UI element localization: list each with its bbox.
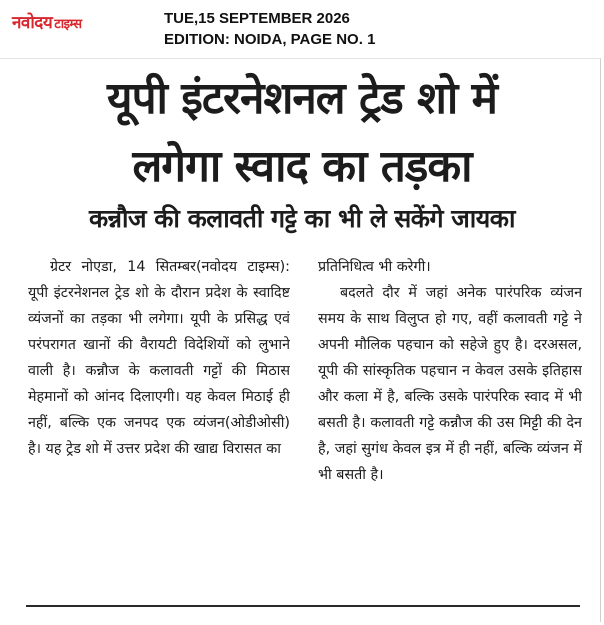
paragraph: बदलते दौर में जहां अनेक पारंपरिक व्यंजन समय के साथ विलुप्त हो गए, वहीं कलावती गट्टे ने अपनी मौलिक पहचान को सहेजे हुए है। दरअसल, यूपी की सांस्कृतिक पहचान न केवल उसके इतिहास और कला में है, बल्कि उसके पारंपरिक स्वाद में भी बसती है। कलावती गट्टे कन्नौज की उस मिट्टी की देन है, जहां सुगंध केवल इत्र में ही नहीं, बल्कि व्यंजन में भी बसती है। bbox=[318, 285, 582, 483]
article-column-right bbox=[318, 254, 582, 594]
paragraph: प्रतिनिधित्व भी करेगी। bbox=[318, 259, 431, 275]
paragraph: ग्रेटर नोएडा, 14 सितम्बर(नवोदय टाइम्स): यूपी इंटरनेशनल ट्रेड शो के दौरान प्रदेश के स्वादिष्ट व्यंजनों का तड़का भी लगेगा। यूपी के प्रसिद्ध एवं परंपरागत खानों की वैरायटी विदेशियों को लुभाने वाली है। कन्नौज के कलावती गट्टों की मिठास मेहमानों को आंनद दिलाएगी। यह केवल मिठाई ही नहीं, बल्कि एक जनपद एक व्यंजन(ओडीओसी) है। यह ट्रेड शो में उत्तर प्रदेश की खाद्य विरासत का bbox=[28, 259, 290, 457]
masthead bbox=[0, 0, 604, 58]
edition-page: EDITION: NOIDA, PAGE NO. 1 bbox=[164, 31, 376, 48]
headline-line-2: लगेगा स्वाद का तड़का bbox=[132, 141, 472, 192]
subheadline: कन्नौज की कलावती गट्टे का भी ले सकेंगे जायका bbox=[89, 204, 515, 233]
newspaper-logo bbox=[12, 10, 82, 33]
publication-date: TUE,15 SEPTEMBER 2026 bbox=[164, 10, 350, 27]
logo-sub-text: टाइम्स bbox=[54, 17, 82, 32]
logo-main-text: नवोदय bbox=[12, 13, 53, 33]
article-column-left bbox=[28, 254, 290, 594]
edition-info bbox=[164, 8, 375, 50]
bottom-divider bbox=[26, 605, 580, 607]
headline-line-1: यूपी इंटरनेशनल ट्रेड शो में bbox=[107, 73, 497, 124]
